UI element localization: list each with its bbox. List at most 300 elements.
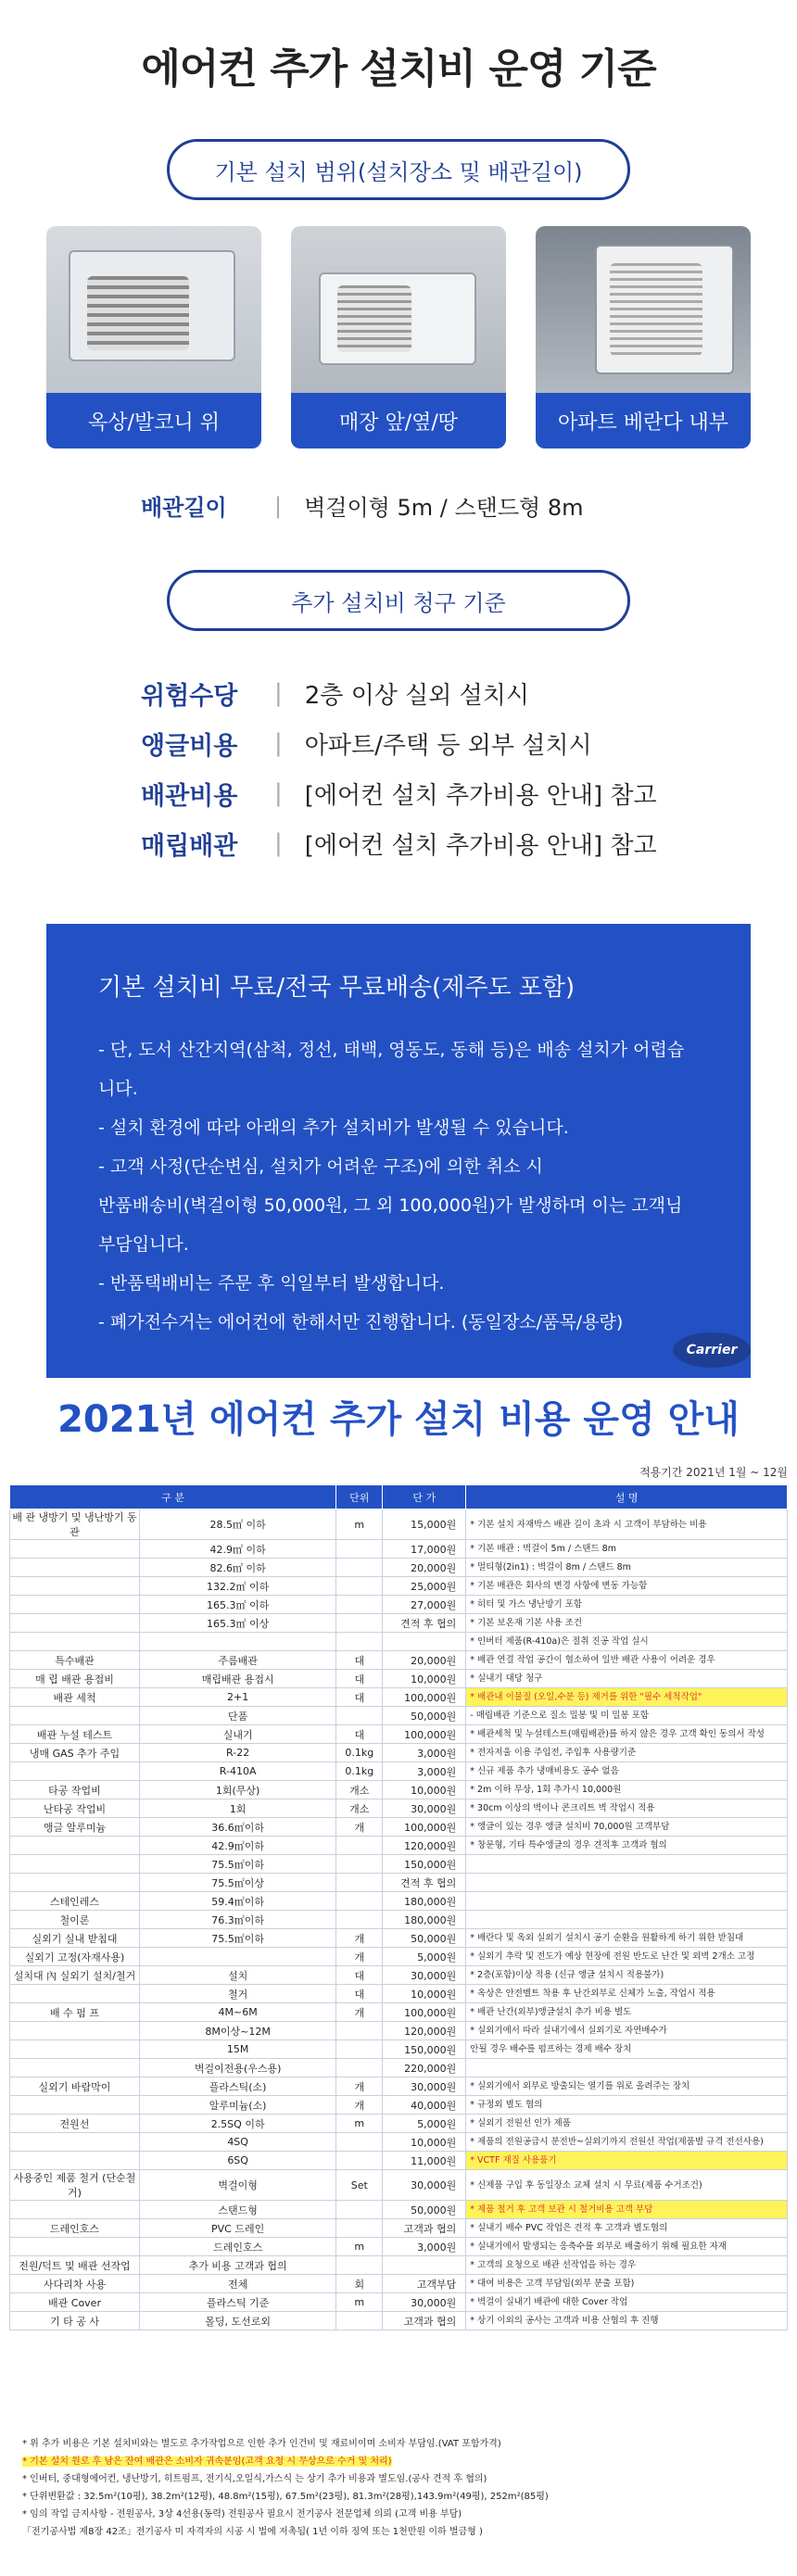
- notice-item: - 반품택배비는 주문 후 익일부터 발생합니다.: [98, 1273, 445, 1294]
- table-cell: [10, 1614, 140, 1633]
- table-cell: 타공 작업비: [10, 1781, 140, 1799]
- photo-label: 매장 앞/옆/땅: [291, 393, 506, 448]
- table-cell: 165.3㎡ 이상: [140, 1614, 336, 1633]
- table-cell: 견적 후 협의: [383, 1614, 466, 1633]
- table-row: [10, 1762, 788, 1781]
- table-cell: 27,000원: [383, 1596, 466, 1614]
- table-cell: 벽걸이전용(우스용): [140, 2059, 336, 2077]
- table-row: [10, 1781, 788, 1799]
- table-cell: 20,000원: [383, 1559, 466, 1577]
- table-row: [10, 1596, 788, 1614]
- divider: |: [274, 829, 283, 857]
- table-row: [10, 1559, 788, 1577]
- fee-label: 앵글비용: [141, 731, 238, 761]
- table-cell: 100,000원: [383, 1818, 466, 1837]
- table-cell: 전원/덕트 및 배관 선작업: [10, 2256, 140, 2275]
- table-cell: 매 립 배관 용접비: [10, 1670, 140, 1688]
- col-header: 단 가: [383, 1485, 466, 1509]
- table-cell: [10, 2201, 140, 2219]
- table-cell: 6SQ: [140, 2152, 336, 2170]
- table-cell: * 배관 연결 작업 공간이 협소하여 일반 배관 사용이 어려운 경우: [466, 1651, 788, 1670]
- table-cell: [10, 2152, 140, 2170]
- table-row: [10, 1614, 788, 1633]
- table-cell: 50,000원: [383, 1707, 466, 1725]
- table-cell: 120,000원: [383, 2022, 466, 2040]
- table-cell: m: [336, 2115, 383, 2133]
- table-cell: 배관 세척: [10, 1688, 140, 1707]
- table-cell: 대: [336, 1688, 383, 1707]
- table-cell: 대: [336, 1651, 383, 1670]
- table-cell: 100,000원: [383, 2003, 466, 2022]
- table-cell: * 배관내 이물질 (오일,수분 등) 제거를 위한 "필수 세척작업": [466, 1688, 788, 1707]
- table-cell: [10, 2059, 140, 2077]
- table-cell: 30,000원: [383, 1799, 466, 1818]
- table-cell: 120,000원: [383, 1837, 466, 1855]
- table-row: [10, 2170, 788, 2201]
- table-cell: * 배관 난간(외부)앵글설치 추가 비용 별도: [466, 2003, 788, 2022]
- table-cell: 개소: [336, 1799, 383, 1818]
- fee-row: [141, 818, 797, 868]
- table-cell: 20,000원: [383, 1651, 466, 1670]
- table-cell: 10,000원: [383, 1781, 466, 1799]
- table-cell: 개: [336, 2003, 383, 2022]
- table-cell: 4SQ: [140, 2133, 336, 2152]
- photo-label: 아파트 베란다 내부: [536, 393, 751, 448]
- table-cell: 165.3㎡ 이하: [140, 1596, 336, 1614]
- table-cell: * 전자저울 이용 주입전, 주입후 사용량기준: [466, 1744, 788, 1762]
- table-cell: 대: [336, 1670, 383, 1688]
- table-cell: 설치대 內 실외기 설치/철거: [10, 1966, 140, 1985]
- table-row: [10, 1651, 788, 1670]
- table-cell: * 2층(포함)이상 적용 (신규 앵글 설치시 적용불가): [466, 1966, 788, 1985]
- table-cell: 50,000원: [383, 1929, 466, 1948]
- table-row: [10, 1633, 788, 1651]
- table-cell: 28.5㎡ 이하: [140, 1509, 336, 1540]
- table-cell: [336, 1911, 383, 1929]
- fee-row: [141, 718, 797, 768]
- table-cell: 82.6㎡ 이하: [140, 1559, 336, 1577]
- table-cell: 기 타 공 사: [10, 2312, 140, 2330]
- table-cell: [336, 1540, 383, 1559]
- table-cell: 5,000원: [383, 1948, 466, 1966]
- table-cell: 180,000원: [383, 1911, 466, 1929]
- fee-list: [141, 668, 797, 868]
- table-cell: [140, 1948, 336, 1966]
- table-cell: 10,000원: [383, 1985, 466, 2003]
- table-cell: [10, 1837, 140, 1855]
- fee-value: [에어컨 설치 추가비용 안내] 참고: [304, 781, 657, 810]
- fee-row: [141, 768, 797, 818]
- table-row: [10, 1985, 788, 2003]
- table-cell: 고객과 협의: [383, 2219, 466, 2238]
- table-cell: 앵글 알루미늄: [10, 1818, 140, 1837]
- footnote: * 단위변환값 : 32.5m²(10평), 38.2m²(12평), 48.8m²(15평), 67.5m²(23평), 81.3m²(28평),143.9m²(49평), 252m²(85평): [22, 2492, 549, 2502]
- table-cell: 배 수 펌 프: [10, 2003, 140, 2022]
- table-cell: * 옥상은 안전벨트 착용 후 난간외부로 신체가 노출, 작업시 적용: [466, 1985, 788, 2003]
- table-row: [10, 1911, 788, 1929]
- notice-item: - 단, 도서 산간지역(삼척, 정선, 태백, 영동도, 동해 등)은 배송 설치가 어렵습니다.: [98, 1040, 685, 1099]
- table-row: [10, 1799, 788, 1818]
- footnote: * 인버터, 중대형에어컨, 냉난방기, 히트펌프, 전기식,오일식,가스식 는 상기 추가 비용과 별도임.(공사 견적 후 협의): [22, 2474, 487, 2484]
- footnote: 「전기공사법 제8장 42조」전기공사 미 자격자의 시공 시 법에 저촉됨( 1년 이하 징역 또는 1천만원 이하 벌금형 ): [22, 2527, 483, 2537]
- table-cell: 75.5㎡이하: [140, 1929, 336, 1948]
- table-cell: m: [336, 2293, 383, 2312]
- table-cell: [336, 1892, 383, 1911]
- table-cell: 주름배관: [140, 1651, 336, 1670]
- table-cell: [383, 1633, 466, 1651]
- table-cell: 플라스틱(소): [140, 2077, 336, 2096]
- table-cell: 안될 경우 배수를 펌프하는 경제 배수 장치: [466, 2040, 788, 2059]
- table-cell: 개: [336, 1929, 383, 1948]
- table-cell: 132.2㎡ 이하: [140, 1577, 336, 1596]
- table-cell: PVC 드레인: [140, 2219, 336, 2238]
- table-cell: Set: [336, 2170, 383, 2201]
- fee-label: 매립배관: [141, 831, 238, 861]
- table-row: [10, 1948, 788, 1966]
- table-cell: [336, 1614, 383, 1633]
- table-cell: [466, 1911, 788, 1929]
- table-cell: 특수배관: [10, 1651, 140, 1670]
- table-cell: 150,000원: [383, 1855, 466, 1874]
- table-cell: * 신규 제품 추가 냉매비용도 공수 없음: [466, 1762, 788, 1781]
- table-cell: 2.5SQ 이하: [140, 2115, 336, 2133]
- table-cell: 1회(무상): [140, 1781, 336, 1799]
- table-cell: 회: [336, 2275, 383, 2293]
- photo-rooftop: [46, 226, 261, 448]
- table-cell: 전원선: [10, 2115, 140, 2133]
- pipe-length-row: [141, 489, 797, 522]
- fee-row: [141, 668, 797, 718]
- table-cell: * 실내기 대당 청구: [466, 1670, 788, 1688]
- table-cell: * 실외기 추락 및 전도가 예상 현장에 전원 반도로 난간 및 외벽 2개소 고정: [466, 1948, 788, 1966]
- table-row: [10, 1540, 788, 1559]
- table-cell: [336, 2040, 383, 2059]
- table-cell: 대: [336, 1966, 383, 1985]
- table-cell: * 실외기 전원선 인가 제품: [466, 2115, 788, 2133]
- page-title: 에어컨 추가 설치비 운영 기준: [141, 45, 656, 93]
- table-cell: [10, 2133, 140, 2152]
- table-cell: 철거: [140, 1985, 336, 2003]
- table-cell: 42.9㎡이하: [140, 1837, 336, 1855]
- scope-pill: 기본 설치 범위(설치장소 및 배관길이): [167, 139, 630, 200]
- table-cell: 100,000원: [383, 1688, 466, 1707]
- table-row: [10, 1670, 788, 1688]
- table-cell: 실외기 실내 받침대: [10, 1929, 140, 1948]
- photo-label: 옥상/발코니 위: [46, 393, 261, 448]
- table-cell: [336, 1596, 383, 1614]
- table-cell: 플라스틱 기준: [140, 2293, 336, 2312]
- table-cell: * 배란다 및 옥외 실외기 설치시 공기 순환을 원활하게 하기 위한 받침대: [466, 1929, 788, 1948]
- table-cell: 220,000원: [383, 2059, 466, 2077]
- table-row: [10, 1855, 788, 1874]
- notice-item: 반품배송비(벽걸이형 50,000원, 그 외 100,000원)가 발생하며 이는 고객님 부담입니다.: [98, 1195, 683, 1255]
- table-cell: 10,000원: [383, 1670, 466, 1688]
- table-cell: [336, 1855, 383, 1874]
- table-cell: 개: [336, 2077, 383, 2096]
- table-row: [10, 1929, 788, 1948]
- table-cell: * 기본 설치 자재박스 배관 길이 초과 시 고객이 부담하는 비용: [466, 1509, 788, 1540]
- fee-value: [에어컨 설치 추가비용 안내] 참고: [304, 831, 657, 860]
- apply-period: 적용기간 2021년 1월 ~ 12월: [639, 1466, 788, 1479]
- table-cell: 75.5㎡이상: [140, 1874, 336, 1892]
- table-cell: [10, 1707, 140, 1725]
- table-cell: [336, 2201, 383, 2219]
- table-cell: * 규정외 별도 협의: [466, 2096, 788, 2115]
- fee-pill: 추가 설치비 청구 기준: [167, 570, 630, 631]
- table-row: [10, 2096, 788, 2115]
- table-cell: 30,000원: [383, 2170, 466, 2201]
- table-row: [10, 2312, 788, 2330]
- table-row: [10, 2022, 788, 2040]
- table-cell: [336, 1559, 383, 1577]
- table-cell: 고객과 협의: [383, 2312, 466, 2330]
- table-cell: 사용중인 제품 철거 (단순철거): [10, 2170, 140, 2201]
- table-cell: 스탠드형: [140, 2201, 336, 2219]
- table-cell: * 실외기에서 따라 실내기에서 실외기로 자연배수가: [466, 2022, 788, 2040]
- table-cell: [336, 2219, 383, 2238]
- table-row: [10, 2152, 788, 2170]
- fee-label: 위험수당: [141, 681, 238, 711]
- col-header: 구 분: [10, 1485, 336, 1509]
- table-cell: 대: [336, 1985, 383, 2003]
- table-cell: [336, 2022, 383, 2040]
- table-cell: 59.4㎡이하: [140, 1892, 336, 1911]
- table-cell: 0.1kg: [336, 1744, 383, 1762]
- table-cell: 40,000원: [383, 2096, 466, 2115]
- table-cell: 2+1: [140, 1688, 336, 1707]
- divider: |: [274, 729, 283, 757]
- table-cell: [466, 1874, 788, 1892]
- notice-item: - 설치 환경에 따라 아래의 추가 설치비가 발생될 수 있습니다.: [98, 1118, 569, 1138]
- table-cell: 100,000원: [383, 1725, 466, 1744]
- table-row: [10, 2059, 788, 2077]
- table-cell: 실외기 고정(자재사용): [10, 1948, 140, 1966]
- table-body: [10, 1509, 788, 2330]
- pipe-length-value: 벽걸이형 5m / 스탠드형 8m: [304, 495, 584, 521]
- table-cell: 실외기 바람막이: [10, 2077, 140, 2096]
- table-row: [10, 2133, 788, 2152]
- table-cell: 3,000원: [383, 2238, 466, 2256]
- table-cell: * 앵글이 있는 경우 앵글 설치비 70,000원 고객부담: [466, 1818, 788, 1837]
- footnote-highlight: * 기본 설치 원로 후 남은 잔여 배관은 소비자 귀속분임(고객 요청 시 무상으로 수거 및 처리): [22, 2456, 392, 2467]
- table-cell: 견적 후 협의: [383, 1874, 466, 1892]
- table-cell: [10, 1633, 140, 1651]
- table-cell: * 인버터 제품(R-410a)은 절취 진공 작업 실시: [466, 1633, 788, 1651]
- table-cell: 매립배관 용접시: [140, 1670, 336, 1688]
- col-header: 설 명: [466, 1485, 788, 1509]
- table-cell: 4M~6M: [140, 2003, 336, 2022]
- table-row: [10, 2040, 788, 2059]
- table-cell: 배관 누설 테스트: [10, 1725, 140, 1744]
- table-cell: 15,000원: [383, 1509, 466, 1540]
- table-cell: * 기본 배관은 회사의 변경 사항에 변동 가능함: [466, 1577, 788, 1596]
- photo-store: [291, 226, 506, 448]
- table-cell: [336, 2152, 383, 2170]
- table-cell: 고객부담: [383, 2275, 466, 2293]
- table-cell: [336, 2256, 383, 2275]
- table-header-row: [10, 1485, 788, 1509]
- table-cell: [383, 2256, 466, 2275]
- table-row: [10, 1837, 788, 1855]
- table-cell: [10, 1762, 140, 1781]
- photo-apartment: [536, 226, 751, 448]
- table-cell: [10, 1855, 140, 1874]
- table-cell: [336, 1707, 383, 1725]
- table-cell: 드레인호스: [10, 2219, 140, 2238]
- table-cell: 실내기: [140, 1725, 336, 1744]
- table-cell: * 신제품 구입 후 동일장소 교체 설치 시 무료(제품 수거조건): [466, 2170, 788, 2201]
- table-cell: 75.5㎡이하: [140, 1855, 336, 1874]
- table-cell: m: [336, 2238, 383, 2256]
- table-cell: 철이론: [10, 1911, 140, 1929]
- table-row: [10, 1744, 788, 1762]
- table-row: [10, 1688, 788, 1707]
- table-cell: [466, 1892, 788, 1911]
- table-row: [10, 1818, 788, 1837]
- table-cell: 180,000원: [383, 1892, 466, 1911]
- table-row: [10, 1577, 788, 1596]
- fee-label: 배관비용: [141, 781, 238, 811]
- pipe-length-label: 배관길이: [141, 495, 227, 521]
- fee-value: 2층 이상 실외 설치시: [304, 681, 530, 710]
- divider: |: [274, 679, 283, 707]
- table-cell: 17,000원: [383, 1540, 466, 1559]
- table-row: [10, 2077, 788, 2096]
- table-cell: 스테인레스: [10, 1892, 140, 1911]
- table-cell: [466, 2059, 788, 2077]
- table-cell: [336, 1633, 383, 1651]
- divider: |: [274, 492, 283, 519]
- table-cell: 대: [336, 1725, 383, 1744]
- fee-value: 아파트/주택 등 외부 설치시: [304, 731, 592, 760]
- table-cell: 드레인호스: [140, 2238, 336, 2256]
- table-cell: * 2m 이하 무상, 1회 추가시 10,000원: [466, 1781, 788, 1799]
- footnotes: [22, 2435, 782, 2541]
- table-cell: - 매립배관 기준으로 질소 밀봉 및 미 밀봉 포함: [466, 1707, 788, 1725]
- table-cell: 36.6㎡이하: [140, 1818, 336, 1837]
- col-header: 단위: [336, 1485, 383, 1509]
- table-cell: * 30cm 이상의 벽이나 콘크리트 벽 작업시 적용: [466, 1799, 788, 1818]
- table-cell: 추가 비용 고객과 협의: [140, 2256, 336, 2275]
- table-row: [10, 1725, 788, 1744]
- table-cell: 배 관 냉방기 및 냉난방기 동관: [10, 1509, 140, 1540]
- table-cell: [336, 1874, 383, 1892]
- table-cell: 30,000원: [383, 2077, 466, 2096]
- table-cell: 10,000원: [383, 2133, 466, 2152]
- table-row: [10, 1966, 788, 1985]
- table-row: [10, 2219, 788, 2238]
- carrier-logo: Carrier: [673, 1332, 751, 1368]
- table-cell: [336, 2312, 383, 2330]
- table-cell: 개소: [336, 1781, 383, 1799]
- table-row: [10, 1892, 788, 1911]
- table-cell: [10, 2022, 140, 2040]
- table-cell: 30,000원: [383, 2293, 466, 2312]
- table-row: [10, 2115, 788, 2133]
- table-cell: * VCTF 재질 사용품기: [466, 2152, 788, 2170]
- table-row: [10, 2238, 788, 2256]
- table-cell: * 제품 철거 후 고객 보관 시 철거비용 고객 부담: [466, 2201, 788, 2219]
- table-cell: R-410A: [140, 1762, 336, 1781]
- table-cell: 알루미늄(소): [140, 2096, 336, 2115]
- notice-heading: 기본 설치비 무료/전국 무료배송(제주도 포함): [98, 974, 576, 1002]
- table-cell: [466, 1855, 788, 1874]
- table-cell: * 고객의 요청으로 배관 선작업을 하는 경우: [466, 2256, 788, 2275]
- table-cell: 배관 Cover: [10, 2293, 140, 2312]
- table-cell: m: [336, 1509, 383, 1540]
- table-cell: [336, 2133, 383, 2152]
- table-cell: [10, 2238, 140, 2256]
- table-cell: 3,000원: [383, 1762, 466, 1781]
- table-cell: [10, 1577, 140, 1596]
- table-cell: 150,000원: [383, 2040, 466, 2059]
- table-cell: 개: [336, 2096, 383, 2115]
- table-cell: R-22: [140, 1744, 336, 1762]
- table-cell: [10, 1540, 140, 1559]
- table-cell: * 멀티형(2in1) : 벽걸이 8m / 스탠드 8m: [466, 1559, 788, 1577]
- table-cell: * 대여 비용은 고객 부담임(외부 분출 포함): [466, 2275, 788, 2293]
- photo-row: [46, 226, 751, 448]
- table-cell: * 실외기에서 외부로 방출되는 열기를 위로 올려주는 장치: [466, 2077, 788, 2096]
- table-cell: 8M이상~12M: [140, 2022, 336, 2040]
- table-cell: 난타공 작업비: [10, 1799, 140, 1818]
- table-cell: 0.1kg: [336, 1762, 383, 1781]
- notice-box: [46, 924, 751, 1378]
- table-cell: 76.3㎡이하: [140, 1911, 336, 1929]
- table-cell: 개: [336, 1948, 383, 1966]
- table-cell: 벽걸이형: [140, 2170, 336, 2201]
- table-cell: [336, 2059, 383, 2077]
- table-cell: * 기본 보온재 기본 사용 조건: [466, 1614, 788, 1633]
- notice-item: - 폐가전수거는 에어컨에 한해서만 진행합니다. (동일장소/품목/용량): [98, 1312, 624, 1332]
- table-row: [10, 2275, 788, 2293]
- table-cell: * 배관세척 및 누설테스트(매립배관)를 하지 않은 경우 고객 확인 동의서 작성: [466, 1725, 788, 1744]
- table-row: [10, 2003, 788, 2022]
- table-row: [10, 1874, 788, 1892]
- table-cell: * 실내기에서 발생되는 응축수를 외부로 배출하기 위해 필요한 자재: [466, 2238, 788, 2256]
- table-cell: [10, 1596, 140, 1614]
- cost-section-title: 2021년 에어컨 추가 설치 비용 운영 안내: [57, 1398, 740, 1441]
- notice-item: - 고객 사정(단순변심, 설치가 어려운 구조)에 의한 취소 시: [98, 1156, 543, 1177]
- table-cell: * 히터 및 가스 냉난방기 포함: [466, 1596, 788, 1614]
- table-cell: 전체: [140, 2275, 336, 2293]
- divider: |: [274, 779, 283, 807]
- table-cell: 몰딩, 도선로외: [140, 2312, 336, 2330]
- table-cell: 냉매 GAS 추가 주입: [10, 1744, 140, 1762]
- table-cell: 사다리차 사용: [10, 2275, 140, 2293]
- table-cell: 50,000원: [383, 2201, 466, 2219]
- table-row: [10, 1707, 788, 1725]
- footnote: * 임의 작업 금지사항 - 전원공사, 3상 4선용(동력) 전원공사 필요시 전기공사 전문업체 의뢰 (고객 비용 부담): [22, 2509, 462, 2519]
- table-cell: * 실내기 배수 PVC 작업은 견적 후 고객과 별도협의: [466, 2219, 788, 2238]
- table-cell: [10, 1874, 140, 1892]
- table-cell: [140, 1633, 336, 1651]
- table-cell: 단품: [140, 1707, 336, 1725]
- table-cell: 42.9㎡ 이하: [140, 1540, 336, 1559]
- table-cell: [10, 1559, 140, 1577]
- footnote: * 위 추가 비용은 기본 설치비와는 별도로 추가작업으로 인한 추가 인건비 및 재료비이며 소비자 부담임.(VAT 포함가격): [22, 2439, 501, 2449]
- table-row: [10, 1509, 788, 1540]
- table-cell: * 벽걸이 실내기 배관에 대한 Cover 작업: [466, 2293, 788, 2312]
- table-row: [10, 2256, 788, 2275]
- table-cell: 개: [336, 1818, 383, 1837]
- table-cell: * 기본 배관 : 벽걸이 5m / 스탠드 8m: [466, 1540, 788, 1559]
- table-cell: 30,000원: [383, 1966, 466, 1985]
- table-cell: [10, 2040, 140, 2059]
- table-cell: * 제품의 전원공급시 분전반~실외기까지 전원선 작업(제품별 규격 전선사용): [466, 2133, 788, 2152]
- cost-table: [9, 1484, 788, 2330]
- notice-list: [98, 1030, 699, 1342]
